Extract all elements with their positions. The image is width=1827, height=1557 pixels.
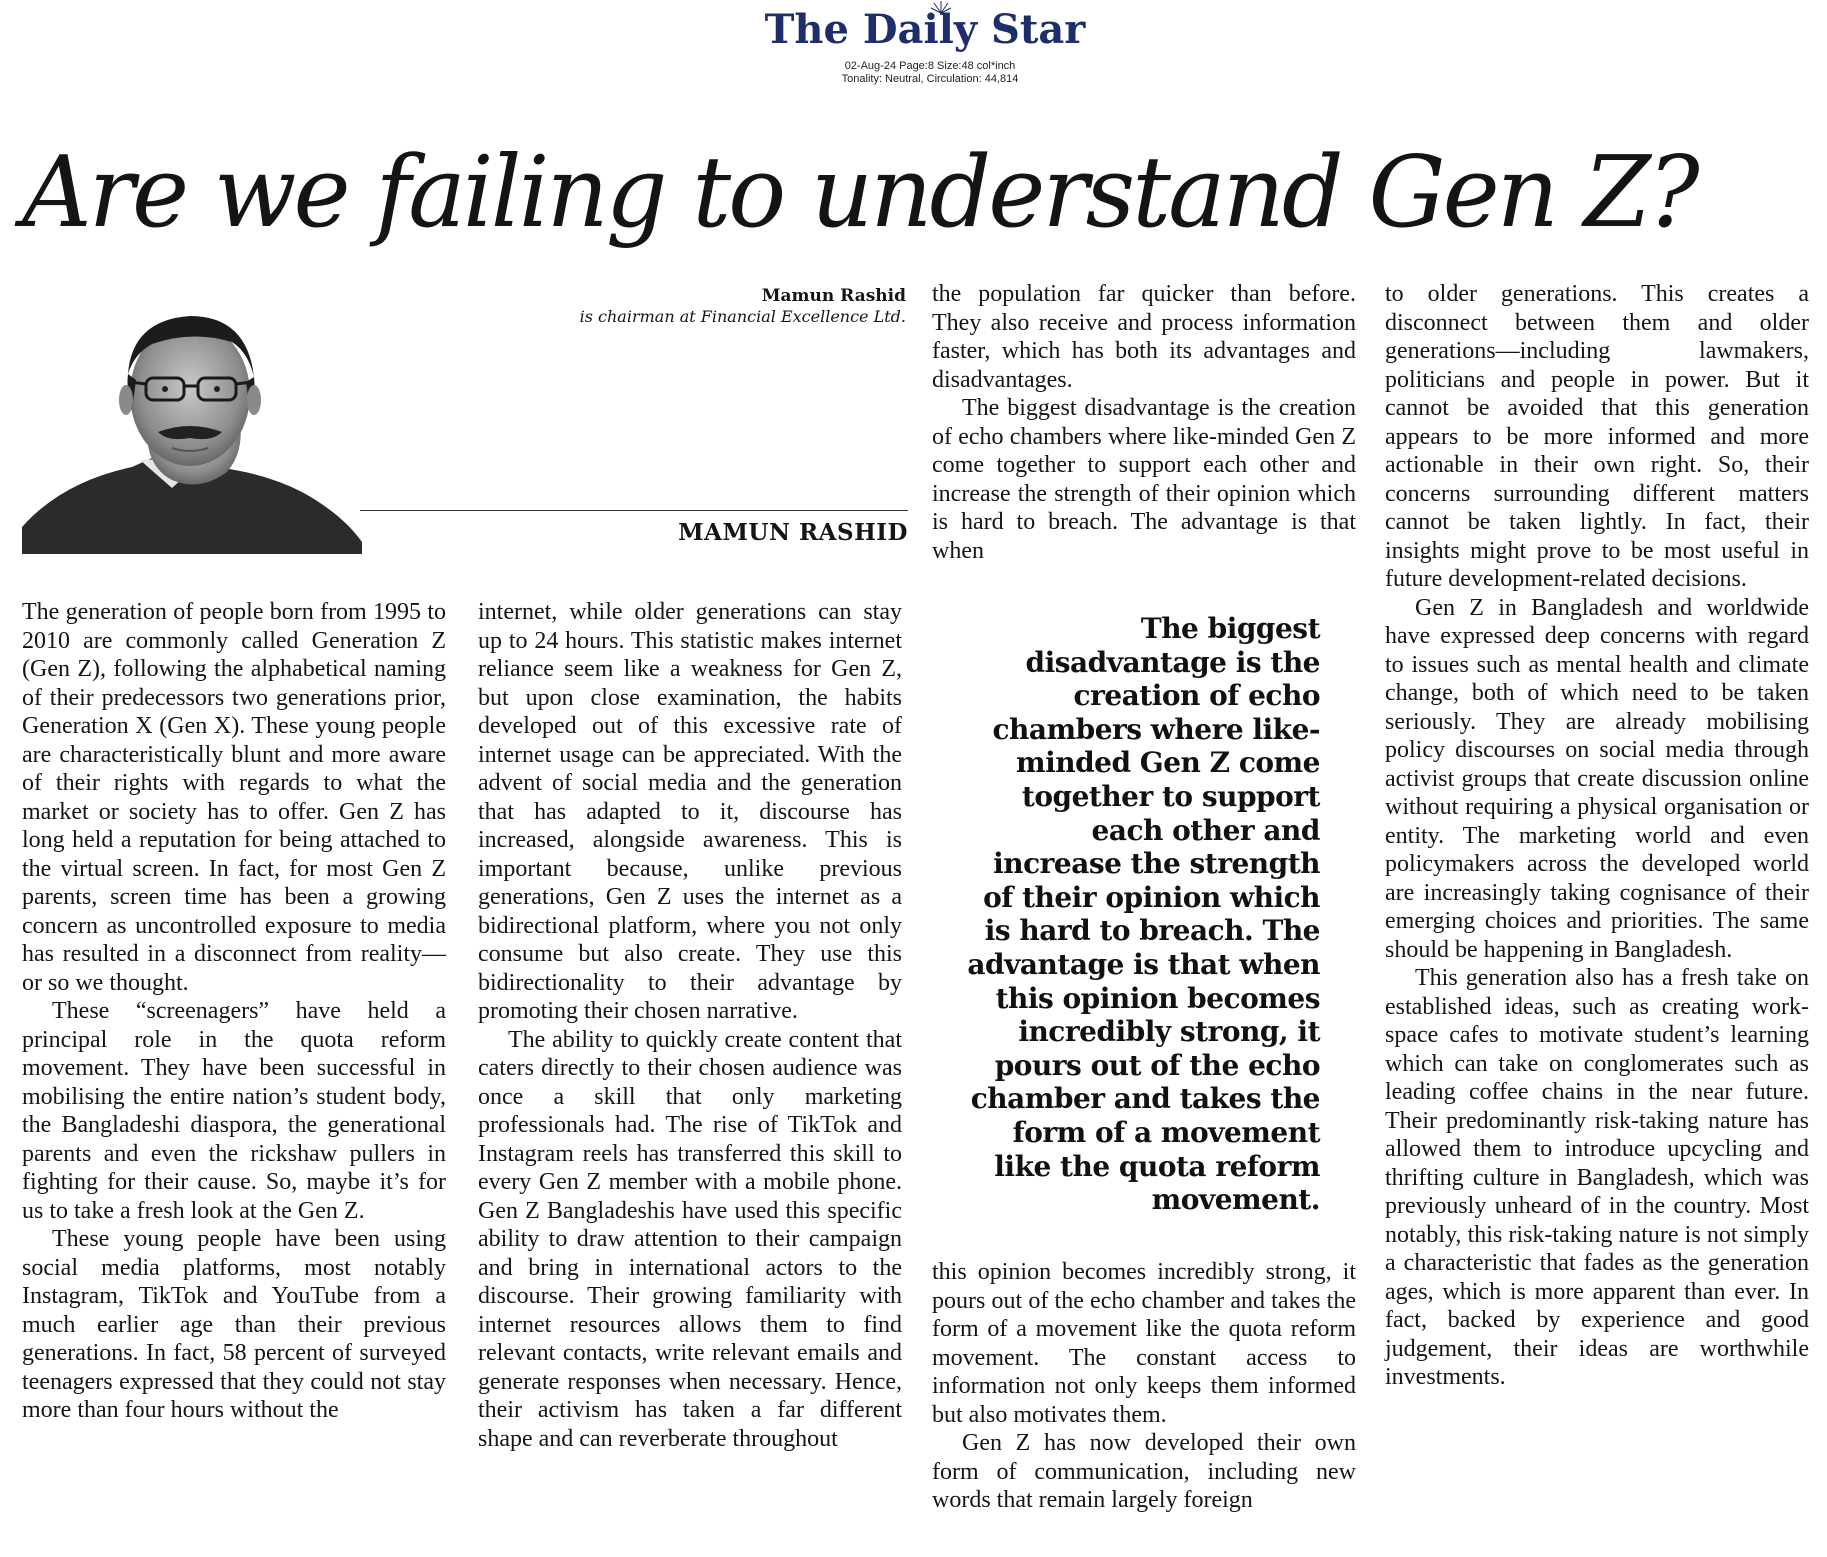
paragraph: this opinion becomes incredibly strong, it pours out of the echo chamber and takes the form of a movement like the quota reform movement. The constant access to information not only keeps them informed but also motivates them. — [932, 1259, 1356, 1428]
article-headline: Are we failing to understand Gen Z? — [22, 136, 1697, 250]
author-portrait — [22, 282, 362, 554]
article-column-4 — [1385, 280, 1809, 1392]
author-divider — [360, 510, 908, 511]
paragraph: Gen Z in Bangladesh and worldwide have expressed deep concerns with regard to issues such as mental health and climate change, both of which need to be taken seriously. They are already mobilising policy discourses on social media through activist groups that create discussion online without requiring a physical organisation or entity. The marketing world and even policymakers across the developed world are increasingly taking cognisance of their emerging choices and priorities. The same should be happening in Bangladesh. — [1385, 594, 1809, 963]
metadata-line-tonality: Tonality: Neutral, Circulation: 44,814 — [841, 73, 1019, 85]
paragraph: The ability to quickly create content that caters directly to their chosen audience was once a skill that only marketing professionals had. The rise of TikTok and Instagram reels has transferred this skill to every Gen Z member with a mobile phone. Gen Z Bangladeshis have used this specific ability to draw attention to their campaign and bring in international actors to the discourse. Their growing familiarity with internet resources allows them to find relevant contacts, write relevant emails and generate responses when necessary. Hence, their activism has taken a far different shape and can reverberate throughout — [478, 1026, 902, 1452]
paragraph: the population far quicker than before. They also receive and process information faster, which has both its advantages and disadvantages. — [932, 281, 1356, 393]
article-column-3-bottom — [932, 1258, 1356, 1515]
paragraph: This generation also has a fresh take on established ideas, such as creating work-space cafes to motivate student’s learning which can take on conglomerates such as leading coffee chains in the near future. Their predominantly risk-taking nature has allowed them to introduce upcycling and thrifting culture in Bangladesh, which was previously unheard of in the country. Most notably, this risk-taking nature is not simply a characteristic that fades as the generation ages, which is more apparent than ever. In fact, backed by experience and good judgement, their ideas are worthwhile investments. — [1385, 965, 1809, 1390]
paragraph: The generation of people born from 1995 to 2010 are commonly called Generation Z (Gen Z), following the alphabetical naming of their predecessors two generations prior, Generation X (Gen X). These young people are characteristically blunt and more aware of their rights with regards to what the market or society has to offer. Gen Z has long held a reputation for being attached to the virtual screen. In fact, for most Gen Z parents, screen time has been a growing concern as uncontrolled exposure to media has resulted in a disconnect from reality—or so we thought. — [22, 599, 446, 996]
clipping-metadata — [780, 60, 1080, 86]
paragraph: These “screenagers” have held a principal role in the quota reform movement. They have been successful in mobilising the entire nation’s student body, the Bangladeshi diaspora, the generational parents and even the rickshaw pullers in fighting for their cause. So, maybe it’s for us to take a fresh look at the Gen Z. — [22, 998, 446, 1224]
metadata-line-date-page: 02-Aug-24 Page:8 Size:48 col*inch — [844, 60, 1016, 72]
paragraph: Gen Z has now developed their own form of communication, including new words that remain largely foreign — [932, 1430, 1356, 1513]
author-name: Mamun Rashid — [761, 286, 906, 306]
article-column-2 — [478, 598, 902, 1453]
paragraph: to older generations. This creates a disconnect between them and older generations—including lawmakers, politicians and people in power. But it cannot be avoided that this generation appears to be more informed and more actionable in their own right. So, their concerns surrounding different matters cannot be taken lightly. In fact, their insights might prove to be most useful in future development-related decisions. — [1385, 281, 1809, 592]
paragraph: These young people have been using social media platforms, most notably Instagram, TikTok and YouTube from a much earlier age than their previous generations. In fact, 58 percent of surveyed teenagers expressed that they could not stay more than four hours without the — [22, 1226, 446, 1423]
paragraph: internet, while older generations can stay up to 24 hours. This statistic makes internet reliance seem like a weakness for Gen Z, but upon close examination, the habits developed out of this excessive rate of internet usage can be appreciated. With the advent of social media and the generation that has adapted to it, discourse has increased, alongside awareness. This is important because, unlike previous generations, Gen Z uses the internet as a bidirectional platform, where you not only consume but also create. They use this bidirectionality to their advantage by promoting their chosen narrative. — [478, 599, 902, 1024]
author-role: is chairman at Financial Excellence Ltd. — [579, 307, 906, 326]
pull-quote: The biggest disadvantage is the creation of echo chambers where like-minded Gen Z come together to support each other and increase the strength of their opinion which is hard to breach. The advantage is that when this opinion becomes incredibly strong, it pours out of the echo chamber and takes the form of a movement like the quota reform movement. — [967, 612, 1320, 1217]
article-column-3-top — [932, 280, 1356, 565]
newspaper-logo: The Daily Star — [764, 6, 1086, 53]
article-column-1 — [22, 598, 446, 1425]
paragraph: The biggest disadvantage is the creation of echo chambers where like-minded Gen Z come together to support each other and increase the strength of their opinion which is hard to breach. The advantage is that when — [932, 395, 1356, 564]
author-name-caps: MAMUN RASHID — [678, 519, 908, 546]
